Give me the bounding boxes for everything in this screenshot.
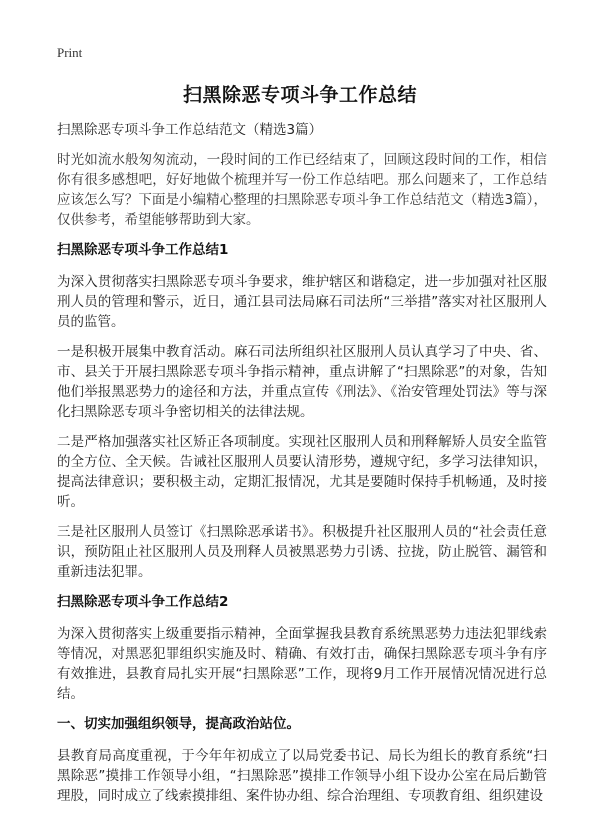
section-1-paragraph: 一是积极开展集中教育活动。麻石司法所组织社区服刑人员认真学习了中央、省、市、县关于开展扫黑除恶专项斗争指示精神，重点讲解了“扫黑除恶”的对象，告知他们举报黑恶势力的途径和方法，并重点宣传《刑法》、《治安管理处罚法》等与深化扫黑除恶专项斗争密切相关的法律法规。: [57, 344, 547, 420]
section-1-paragraph: 三是社区服刑人员签订《扫黑除恶承诺书》。积极提升社区服刑人员的“社会责任意识，预防阻止社区服刑人员及刑释人员被黑恶势力引诱、拉拢，防止脱管、漏管和重新违法犯罪。: [57, 524, 547, 580]
section-heading-2: 扫黑除恶专项斗争工作总结2: [57, 594, 229, 610]
intro-paragraph: 时光如流水般匆匆流动，一段时间的工作已经结束了，回顾这段时间的工作，相信你有很多感想吧，好好地做个梳理并写一份工作总结吧。那么问题来了，工作总结应该怎么写？下面是小编精心整理的扫黑除恶专项斗争工作总结范文（精选3篇），仅供参考，希望能够帮助到大家。: [57, 152, 547, 228]
document-subtitle: 扫黑除恶专项斗争工作总结范文（精选3篇）: [57, 122, 323, 138]
document-title: 扫黑除恶专项斗争工作总结: [182, 84, 417, 106]
section-1-paragraph: 为深入贯彻落实扫黑除恶专项斗争要求，维护辖区和谐稳定，进一步加强对社区服刑人员的管理和警示，近日，通江县司法局麻石司法所“三举措”落实对社区服刑人员的监管。: [57, 274, 547, 330]
document-body: [57, 120, 547, 816]
subsection-paragraph: 县教育局高度重视，于今年年初成立了以局党委书记、局长为组长的教育系统“扫黑除恶”摸排工作领导小组，“扫黑除恶”摸排工作领导小组下设办公室在局后勤管理股，同时成立了线索摸排组、案件协办组、综合治理组、专项教育组、组织建设: [57, 748, 547, 804]
section-heading-1: 扫黑除恶专项斗争工作总结1: [57, 242, 229, 258]
section-2-paragraph: 为深入贯彻落实上级重要指示精神，全面掌握我县教育系统黑恶势力违法犯罪线索等情况，对黑恶犯罪组织实施及时、精确、有效打击，确保扫黑除恶专项斗争有序有效推进，县教育局扎实开展“扫黑除恶”工作，现将9月工作开展情况情况进行总结。: [57, 626, 547, 702]
section-1-paragraph: 二是严格加强落实社区矫正各项制度。实现社区服刑人员和刑释解矫人员安全监管的全方位、全天候。告诫社区服刑人员要认清形势，遵规守纪，多学习法律知识，提高法律意识；要积极主动，定期汇报情况，尤其是要随时保持手机畅通，及时接听。: [57, 434, 547, 510]
print-link[interactable]: Print: [57, 45, 83, 60]
subsection-heading: 一、切实加强组织领导，提高政治站位。: [57, 716, 300, 732]
